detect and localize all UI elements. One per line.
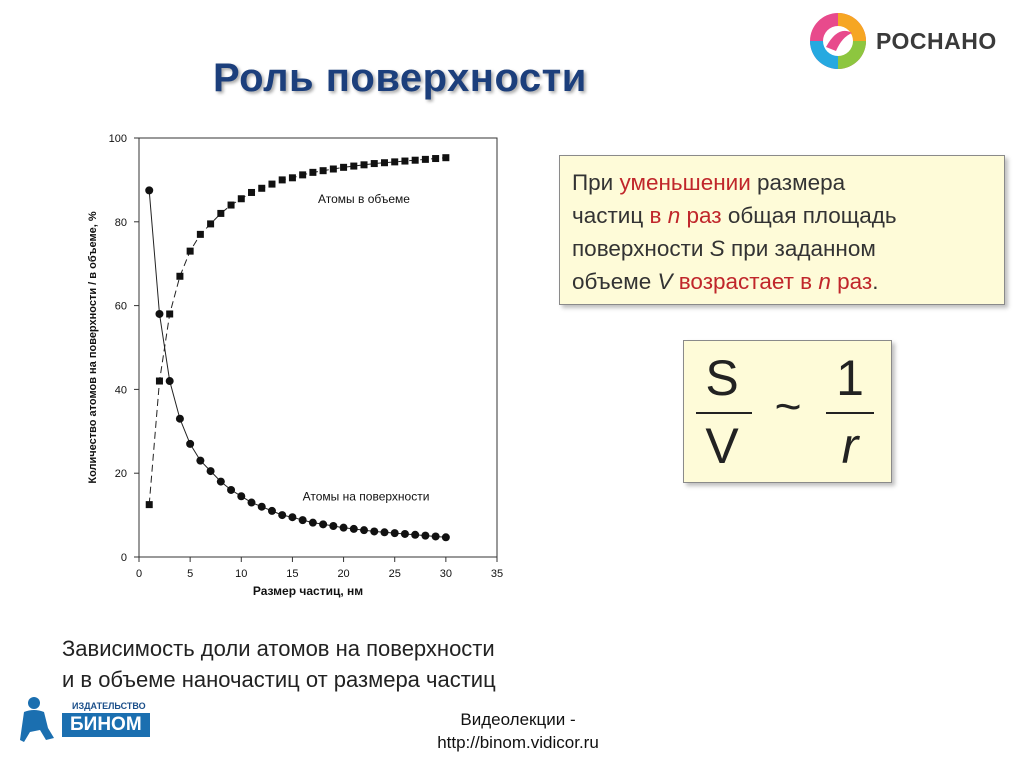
publisher-name: БИНОМ — [62, 713, 150, 737]
data-point-volume — [432, 155, 439, 162]
data-point-volume — [166, 310, 173, 317]
formula-box — [683, 340, 892, 483]
data-point-volume — [350, 163, 357, 170]
data-point-volume — [412, 157, 419, 164]
data-point-volume — [228, 202, 235, 209]
formula-denominator-right: r — [841, 418, 859, 474]
data-point-surface — [391, 529, 399, 537]
formula-operator: ~ — [774, 380, 802, 432]
data-point-volume — [442, 154, 449, 161]
data-point-surface — [380, 528, 388, 536]
info-text: объеме — [572, 269, 658, 294]
reader-figure-icon — [18, 694, 56, 744]
info-text: при заданном — [724, 236, 876, 261]
info-highlight: раз — [830, 269, 873, 294]
data-point-volume — [391, 158, 398, 165]
data-point-surface — [401, 530, 409, 538]
info-highlight: уменьшении — [619, 170, 751, 195]
x-tick-label: 35 — [490, 568, 504, 580]
data-point-volume — [146, 501, 153, 508]
binom-logo — [18, 694, 150, 744]
data-point-volume — [340, 164, 347, 171]
series-line-0 — [149, 158, 446, 505]
credits — [418, 708, 618, 754]
data-point-volume — [238, 195, 245, 202]
info-variable-n: n — [667, 203, 681, 228]
data-point-surface — [248, 499, 256, 507]
info-variable-n: n — [818, 269, 831, 294]
info-text: размера — [750, 170, 846, 195]
data-point-surface — [217, 478, 225, 486]
data-point-surface — [227, 486, 235, 494]
chart-axes — [109, 133, 503, 580]
data-point-volume — [156, 378, 163, 385]
y-axis-label: Количество атомов на поверхности / в объеме, % — [87, 211, 99, 484]
data-point-surface — [309, 519, 317, 527]
data-point-volume — [258, 185, 265, 192]
info-text: . — [872, 269, 879, 294]
series-line-1 — [149, 190, 446, 537]
data-point-volume — [381, 159, 388, 166]
x-tick-label: 15 — [286, 568, 299, 580]
x-tick-label: 5 — [187, 568, 194, 580]
formula-numerator-right: 1 — [836, 350, 864, 406]
data-point-volume — [330, 166, 337, 173]
data-point-volume — [361, 161, 368, 168]
data-point-volume — [422, 156, 429, 163]
data-point-surface — [350, 525, 358, 533]
y-tick-label: 40 — [114, 384, 127, 397]
formula-numerator-left: S — [705, 350, 739, 406]
data-point-volume — [176, 273, 183, 280]
fraction-bar-left — [696, 412, 752, 414]
x-axis-label: Размер частиц, нм — [252, 584, 364, 598]
info-line-3 — [572, 232, 994, 265]
data-point-volume — [401, 158, 408, 165]
info-highlight: возрастает в — [672, 269, 819, 294]
info-line-4 — [572, 265, 994, 298]
y-tick-label: 60 — [114, 300, 127, 313]
info-line-1 — [572, 166, 994, 199]
credits-url: http://binom.vidicor.ru — [437, 733, 599, 752]
data-point-surface — [329, 522, 337, 530]
x-tick-label: 30 — [439, 568, 452, 580]
caption-line-2: и в объеме наночастиц от размера частиц — [62, 667, 496, 692]
slide-title: Роль поверхности — [213, 56, 587, 100]
data-point-volume — [248, 189, 255, 196]
data-point-surface — [370, 527, 378, 535]
info-highlight: раз — [680, 203, 722, 228]
data-point-surface — [207, 467, 215, 475]
data-point-surface — [288, 513, 296, 521]
y-tick-label: 100 — [108, 133, 127, 145]
data-point-surface — [196, 457, 204, 465]
info-text: поверхности — [572, 236, 710, 261]
data-point-volume — [279, 176, 286, 183]
y-tick-label: 0 — [120, 552, 127, 564]
chart-marks — [145, 154, 450, 541]
data-point-surface — [176, 415, 184, 423]
info-text: общая площадь — [721, 203, 897, 228]
data-point-surface — [186, 440, 194, 448]
data-point-volume — [268, 181, 275, 188]
series-label-surface: Атомы на поверхности — [302, 489, 430, 504]
formula-denominator-left: V — [705, 418, 739, 474]
data-point-surface — [258, 503, 266, 511]
publisher-small-label: ИЗДАТЕЛЬСТВО — [72, 701, 146, 711]
x-tick-label: 20 — [337, 568, 350, 580]
data-point-surface — [278, 511, 286, 519]
data-point-volume — [187, 248, 194, 255]
data-point-surface — [421, 532, 429, 540]
info-variable-v: V — [657, 269, 673, 294]
data-point-surface — [442, 533, 450, 541]
info-callout — [559, 155, 1005, 305]
publisher-text — [62, 701, 150, 737]
data-point-volume — [371, 160, 378, 167]
data-point-volume — [320, 167, 327, 174]
info-text: частиц — [572, 203, 650, 228]
x-tick-label: 10 — [235, 568, 248, 580]
info-text: При — [572, 170, 620, 195]
data-point-surface — [237, 492, 245, 500]
data-point-surface — [299, 516, 307, 524]
data-point-surface — [432, 532, 440, 540]
data-point-surface — [360, 526, 368, 534]
brand-name: РОСНАНО — [876, 27, 997, 54]
data-point-surface — [340, 524, 348, 532]
info-highlight: в — [649, 203, 668, 228]
data-point-surface — [166, 377, 174, 385]
rosnano-logo — [808, 12, 997, 70]
credits-line-1: Видеолекции - — [460, 710, 576, 729]
data-point-volume — [299, 171, 306, 178]
y-tick-label: 80 — [114, 216, 127, 229]
data-point-surface — [155, 310, 163, 318]
data-point-surface — [145, 186, 153, 194]
figure-caption — [62, 633, 496, 695]
data-point-volume — [197, 231, 204, 238]
data-point-surface — [319, 520, 327, 528]
y-tick-label: 20 — [114, 468, 127, 481]
chart — [80, 125, 520, 605]
info-line-2 — [572, 199, 994, 232]
x-tick-label: 25 — [388, 568, 401, 580]
fraction-bar-right — [826, 412, 874, 414]
data-point-volume — [309, 169, 316, 176]
x-tick-label: 0 — [135, 568, 143, 580]
data-point-surface — [411, 531, 419, 539]
info-variable-s: S — [709, 236, 725, 261]
series-label-volume: Атомы в объеме — [318, 191, 410, 206]
caption-line-1: Зависимость доли атомов на поверхности — [62, 636, 495, 661]
data-point-volume — [289, 174, 296, 181]
rosnano-emblem-icon — [808, 11, 868, 71]
data-point-volume — [207, 220, 214, 227]
data-point-surface — [268, 507, 276, 515]
data-point-volume — [217, 210, 224, 217]
